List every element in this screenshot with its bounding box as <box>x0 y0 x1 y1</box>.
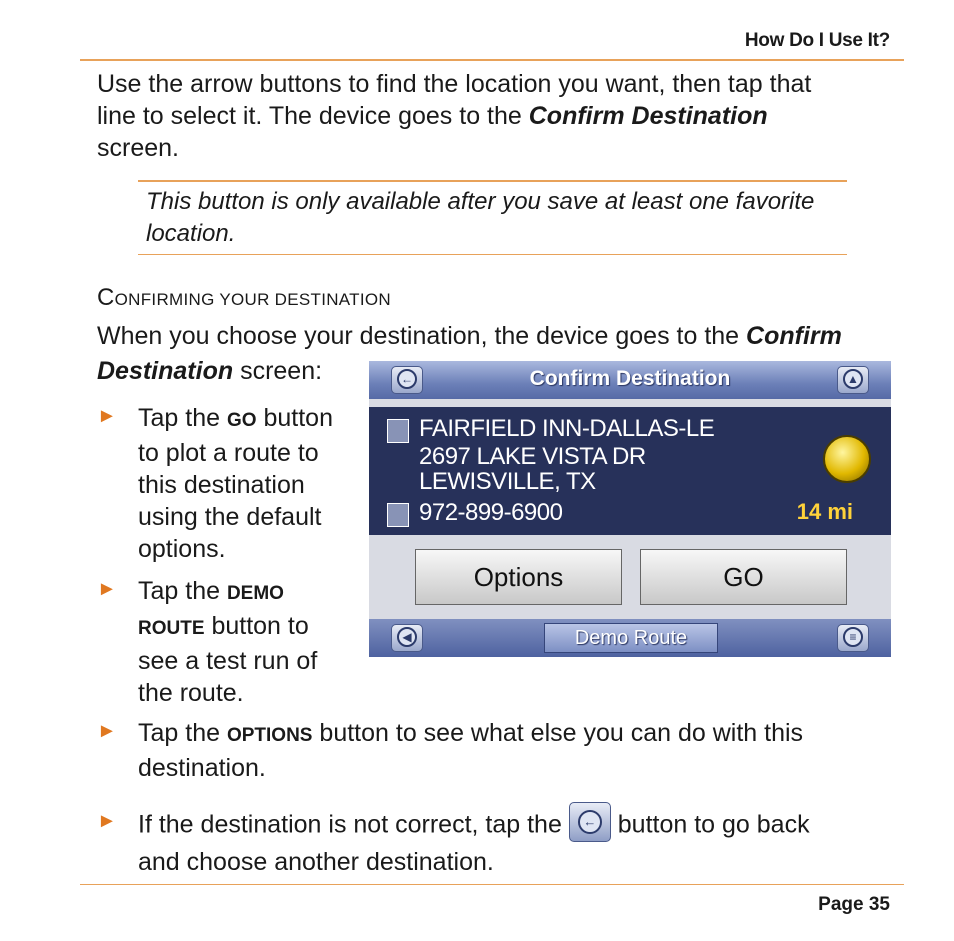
page-number: Page 35 <box>818 894 890 915</box>
header-rule <box>80 59 904 61</box>
bullet-arrow-icon: ► <box>97 578 117 600</box>
note-top-rule <box>138 180 847 182</box>
phone-icon <box>387 503 409 527</box>
speaker-icon: ◀ <box>397 627 417 647</box>
destination-name: FAIRFIELD INN-DALLAS-LE <box>419 415 715 442</box>
bullet-arrow-icon: ► <box>97 720 117 742</box>
destination-city: LEWISVILLE, TX <box>419 468 596 495</box>
poi-icon <box>387 419 409 443</box>
bullet-demo: Tap the DEMO ROUTE button to see a test run of the route. <box>138 577 318 707</box>
compass-icon: ▲ <box>843 369 863 389</box>
device-title-bar <box>369 361 891 399</box>
footer-rule <box>80 884 904 885</box>
section-heading: CONFIRMING YOUR DESTINATION <box>97 284 391 311</box>
intro-line-2: line to select it. The device goes to the <box>97 102 529 130</box>
bullet-arrow-icon: ► <box>97 810 117 832</box>
confirm-paragraph-line2: Destination screen: <box>97 357 323 385</box>
note-bottom-rule <box>138 254 847 255</box>
device-bottom-bar <box>369 619 891 657</box>
volume-button[interactable] <box>391 624 423 652</box>
device-title: Confirm Destination <box>529 367 731 390</box>
intro-line-1: Use the arrow buttons to find the location you want, then tap that <box>97 70 812 98</box>
intro-paragraph <box>97 68 877 164</box>
back-arrow-icon: ← <box>397 369 417 389</box>
bullet-options: Tap the OPTIONS button to see what else you can do with this destination. <box>138 719 804 782</box>
bullet-arrow-icon: ► <box>97 405 117 427</box>
device-screen <box>369 361 891 657</box>
direction-arrow-icon <box>823 435 871 483</box>
menu-icon: ≡ <box>843 627 863 647</box>
demo-route-button[interactable]: Demo Route <box>544 623 718 653</box>
map-button[interactable] <box>837 366 869 394</box>
bullet-go: Tap the GO button to plot a route to this destination using the default options. <box>138 404 333 563</box>
note-text: This button is only available after you save at least one favorite location. <box>146 188 815 247</box>
menu-button[interactable] <box>837 624 869 652</box>
bullet-back: If the destination is not correct, tap the ← button to go back and choose another destination. <box>138 806 898 878</box>
page-header-title: How Do I Use It? <box>744 30 890 51</box>
destination-info-panel <box>369 407 891 535</box>
intro-emphasis: Confirm Destination <box>528 102 768 130</box>
destination-street: 2697 LAKE VISTA DR <box>419 443 646 470</box>
intro-line-3: screen. <box>97 134 179 162</box>
options-button[interactable]: Options <box>415 549 622 605</box>
confirm-paragraph: When you choose your destination, the device goes to the Confirm <box>97 322 842 350</box>
destination-phone: 972-899-6900 <box>419 499 563 526</box>
inline-back-button-icon: ← <box>569 802 611 842</box>
distance-label: 14 mi <box>796 499 853 524</box>
go-button[interactable]: GO <box>640 549 847 605</box>
